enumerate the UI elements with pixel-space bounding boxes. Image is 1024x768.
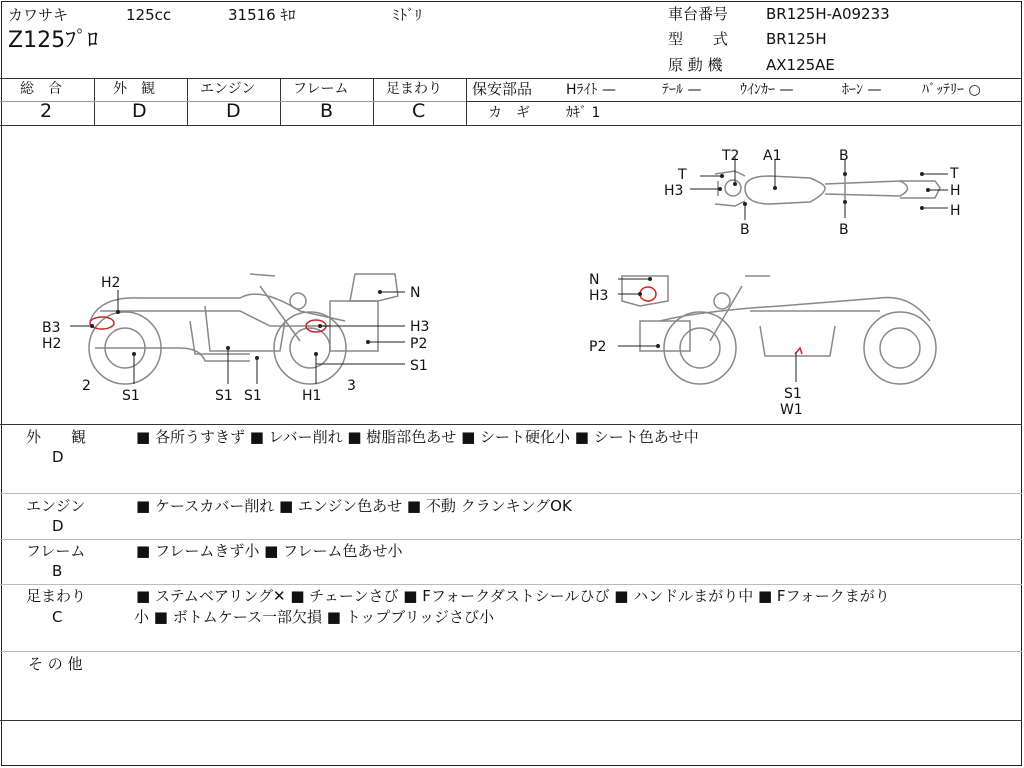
diagram-label: H2 (42, 336, 62, 352)
remark-label-other: そ の 他 (28, 655, 83, 673)
diagram-label: S1 (244, 388, 262, 404)
chassis-label: 車台番号 (668, 5, 729, 23)
grade-suspension: C (412, 100, 426, 122)
diagram-label: P2 (410, 336, 428, 352)
grade-exterior-label: 外 観 (113, 81, 155, 97)
bike-right-side-view (622, 276, 936, 384)
displacement: 125cc (126, 6, 172, 24)
bike-left-side-view (89, 274, 398, 384)
remark-label-frame: フレーム (26, 542, 86, 560)
divider (0, 651, 1022, 652)
divider (0, 720, 1022, 721)
remark-grade-engine: D (52, 517, 64, 535)
type-value: BR125H (766, 30, 827, 48)
diagram-label: S1 (215, 388, 233, 404)
damage-diagram (0, 126, 1022, 424)
diagram-label: S1 (410, 358, 428, 374)
remark-label-suspension: 足まわり (26, 587, 87, 605)
grade-overall-label: 総 合 (20, 81, 62, 97)
diagram-label: S1 (122, 388, 140, 404)
diagram-label: H (950, 203, 961, 219)
grade-engine: D (226, 100, 241, 122)
diagram-label: H3 (589, 288, 609, 304)
remark-grade-exterior: D (52, 448, 64, 466)
maker: カワサキ (8, 6, 69, 24)
divider (0, 78, 1022, 79)
remark-grade-suspension: C (52, 608, 63, 626)
diagram-label: W1 (780, 402, 803, 418)
remark-label-engine: エンジン (26, 497, 86, 515)
diagram-label: A1 (763, 148, 782, 164)
safety-horn: ﾎｰﾝ — (842, 82, 882, 98)
diagram-label: B (839, 222, 849, 238)
grade-suspension-label: 足まわり (386, 81, 442, 97)
diagram-label: B3 (42, 320, 61, 336)
diagram-label: N (589, 272, 600, 288)
diagram-label: H3 (410, 319, 430, 335)
model-name: Z125ﾌﾟﾛ (8, 28, 99, 53)
diagram-label: B (839, 148, 849, 164)
key-value: ｶｷﾞ 1 (566, 105, 601, 121)
diagram-label: H2 (101, 275, 121, 291)
diagram-label: S1 (784, 386, 802, 402)
safety-headlight: Hﾗｲﾄ — (566, 82, 616, 98)
divider (0, 584, 1022, 585)
divider (0, 424, 1022, 425)
grade-engine-label: エンジン (200, 81, 256, 97)
remark-grade-frame: B (52, 562, 63, 580)
diagram-label: H3 (664, 183, 684, 199)
diagram-label: 3 (347, 378, 356, 394)
damage-marks (90, 287, 802, 354)
remark-text-frame: ■ フレームきず小 ■ フレーム色あせ小 (136, 542, 403, 560)
divider (466, 101, 1022, 102)
key-label: カ ギ (488, 105, 530, 121)
diagram-label: P2 (589, 339, 607, 355)
remark-label-exterior: 外 観 (26, 428, 87, 446)
grade-frame: B (320, 100, 334, 122)
remark-text-exterior: ■ 各所うすきず ■ レバー削れ ■ 樹脂部色あせ ■ シート硬化小 ■ シート色あせ中 (136, 428, 699, 446)
color: ﾐﾄﾞﾘ (392, 6, 423, 24)
grade-overall: 2 (40, 100, 53, 122)
remark-text-suspension: ■ ステムベアリング✕ ■ チェーンさび ■ Fフォークダストシールひび ■ ハンドルまがり中 ■ Fフォークまがり (136, 587, 890, 605)
safety-battery: ﾊﾞｯﾃﾘｰ ○ (922, 82, 981, 98)
safety-title: 保安部品 (472, 80, 533, 98)
engine-model-label: 原 動 機 (668, 56, 723, 74)
safety-winker: ｳｲﾝｶｰ — (740, 82, 794, 98)
remark-text-suspension-cont: 小 ■ ボトムケース一部欠損 ■ トップブリッジさび小 (134, 608, 495, 626)
divider (0, 493, 1022, 494)
diagram-label: B (740, 222, 750, 238)
mileage: 31516 ｷﾛ (228, 6, 296, 24)
type-label: 型 式 (668, 30, 729, 48)
grade-exterior: D (132, 100, 147, 122)
diagram-label: H1 (302, 388, 322, 404)
safety-taillight: ﾃｰﾙ — (662, 82, 702, 98)
diagram-label: 2 (82, 378, 91, 394)
diagram-label: T (678, 167, 687, 183)
remark-text-engine: ■ ケースカバー削れ ■ エンジン色あせ ■ 不動 クランキングOK (136, 497, 572, 515)
divider (0, 539, 1022, 540)
diagram-label: T2 (722, 148, 740, 164)
diagram-label: T (950, 166, 959, 182)
diagram-label: H (950, 183, 961, 199)
diagram-label: N (410, 285, 421, 301)
grade-frame-label: フレーム (293, 81, 349, 97)
bike-top-view (715, 171, 940, 206)
engine-model-value: AX125AE (766, 56, 835, 74)
chassis-value: BR125H-A09233 (766, 5, 890, 23)
